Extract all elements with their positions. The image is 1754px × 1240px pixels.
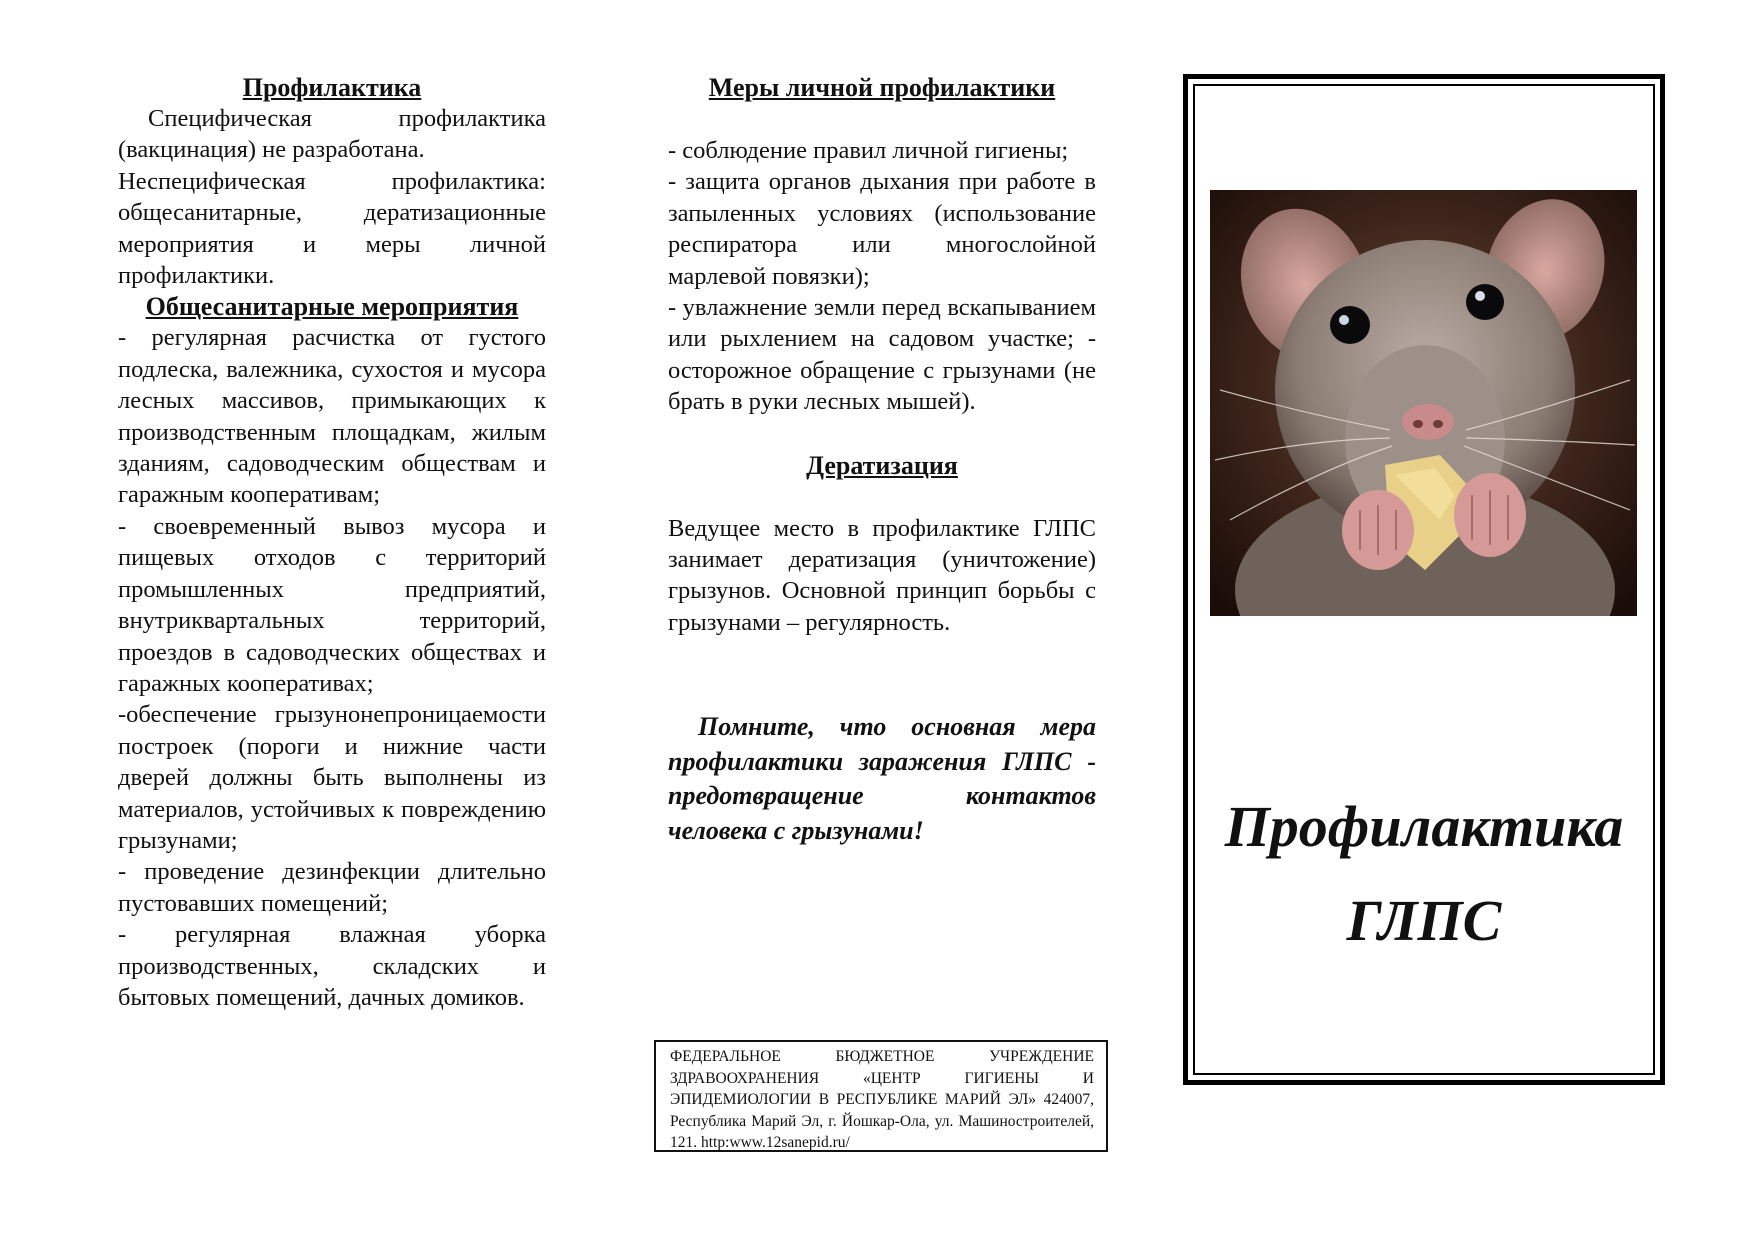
- column-prevention: [118, 72, 546, 1013]
- heading-sanitary-measures: Общесанитарные мероприятия: [145, 292, 519, 322]
- list-item: - защита органов дыхания при работе в запыленных условиях (использование респиратора или многослойной марлевой повязки);: [668, 168, 1096, 290]
- list-item: - проведение дезинфекции длительно пустовавших помещений;: [118, 858, 546, 917]
- paragraph-nonspecific: Неспецифическая профилактика: общесанитарные, дератизационные мероприятия и меры личной профилактики.: [118, 167, 546, 290]
- heading-personal-prevention: Меры личной профилактики: [708, 73, 1056, 102]
- organization-address: 424007, Республика Марий Эл, г. Йошкар-Ола, ул. Машиностроителей, 121. http:www.12sanepid.ru/: [670, 1091, 1094, 1151]
- paragraph-specific: Специфическая профилактика (вакцинация) не разработана.: [118, 105, 546, 164]
- organization-info-box: [654, 1040, 1108, 1152]
- cover-title-line2: ГЛПС: [1346, 888, 1502, 953]
- list-item: - своевременный вывоз мусора и пищевых отходов с территорий промышленных предприятий, внутриквартальных территорий, проездов в садоводческих обществах и гаражных кооперативах;: [118, 512, 546, 697]
- organization-name: ФЕДЕРАЛЬНОЕ БЮДЖЕТНОЕ УЧРЕЖДЕНИЕ ЗДРАВООХРАНЕНИЯ «ЦЕНТР ГИГИЕНЫ И ЭПИДЕМИОЛОГИИ В РЕСПУБЛИКЕ МАРИЙ ЭЛ»: [670, 1048, 1094, 1108]
- reminder-text: Помните, что основная мера профилактики заражения ГЛПС - предотвращение контактов человека с грызунами!: [668, 712, 1096, 845]
- list-item: - соблюдение правил личной гигиены;: [668, 137, 1069, 164]
- list-item: -обеспечение грызунонепроницаемости построек (пороги и нижние части дверей должны быть выполнены из материалов, устойчивых к повреждению грызунами;: [118, 701, 546, 854]
- list-item: - регулярная влажная уборка производственных, складских и бытовых помещений, дачных домиков.: [118, 921, 546, 1011]
- list-item: - увлажнение земли перед вскапыванием или рыхлением на садовом участке; - осторожное обращение с грызунами (не брать в руки лесных мышей).: [668, 294, 1096, 416]
- list-item: - регулярная расчистка от густого подлеска, валежника, сухостоя и мусора лесных массивов, примыкающих к производственным площадкам, жилым зданиям, садоводческим обществам и гаражным кооперативам;: [118, 324, 546, 509]
- heading-prevention: Профилактика: [242, 73, 422, 102]
- cover-title: [1188, 780, 1660, 968]
- cover-title-line1: Профилактика: [1224, 794, 1624, 859]
- rat-photo: [1210, 190, 1637, 616]
- paragraph-deratization: Ведущее место в профилактике ГЛПС занимает дератизация (уничтожение) грызунов. Основной принцип борьбы с грызунами – регулярность.: [668, 514, 1096, 636]
- heading-deratization: Дератизация: [806, 450, 958, 480]
- column-personal-measures: [668, 72, 1096, 848]
